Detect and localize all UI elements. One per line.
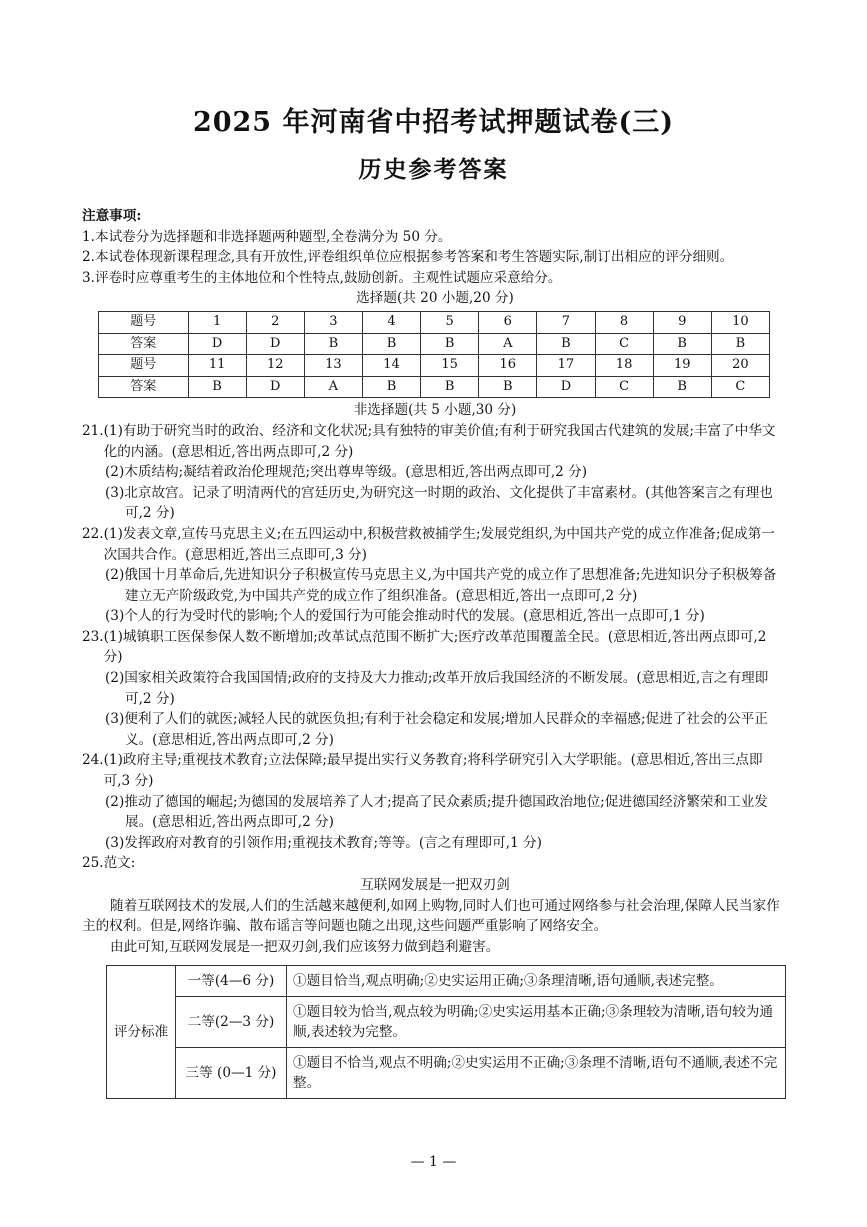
- row-label: 题号: [99, 311, 189, 333]
- answer-cell: A: [304, 376, 362, 398]
- question-number: 21.: [82, 422, 104, 439]
- page-number: — 1 —: [410, 1154, 457, 1170]
- answer-cell: D: [246, 333, 304, 355]
- page-subtitle: 历史参考答案: [358, 156, 509, 183]
- answer-cell: B: [188, 376, 246, 398]
- essay-title: 互联网发展是一把双刃剑: [360, 877, 510, 893]
- scoring-label: 评分标准: [107, 966, 176, 1099]
- answer-cell: B: [711, 333, 769, 355]
- question-number: 9: [653, 311, 711, 333]
- question-number: 22.: [82, 525, 104, 542]
- table-row: [99, 376, 770, 398]
- row-label: 题号: [99, 355, 189, 377]
- note-item-2: 2.本试卷体现新课程理念,具有开放性,评卷组织单位应根据参考答案和考生答题实际,制订出相应的评分细则。: [82, 249, 734, 266]
- answer-part-2: (2)木质结构;凝结着政治伦理规范;突出尊卑等级。(意思相近,答出两点即可,2 分): [105, 464, 588, 481]
- answer-part-1: (1)有助于研究当时的政治、经济和文化状况;具有独特的审美价值;有利于研究我国古代建筑的发展;丰富了中华文化的内涵。(意思相近,答出两点即可,2 分): [103, 422, 776, 460]
- grade-level: 一等(4—6 分): [176, 966, 287, 997]
- question-21: [82, 421, 788, 524]
- question-number: 24.: [82, 752, 104, 769]
- table-row: [99, 311, 770, 333]
- answer-cell: B: [362, 333, 420, 355]
- answer-cell: B: [537, 333, 595, 355]
- grade-level: 二等(2—3 分): [176, 997, 287, 1048]
- answer-cell: A: [479, 333, 537, 355]
- question-number: 19: [653, 355, 711, 377]
- question-24: [82, 750, 788, 853]
- answer-cell: B: [479, 376, 537, 398]
- answer-part-1: (1)发表文章,宣传马克思主义;在五四运动中,积极营救被捕学生;发展党组织,为中国共产党的成立作准备;促成第一次国共合作。(意思相近,答出三点即可,3 分): [103, 525, 775, 563]
- question-number: 3: [304, 311, 362, 333]
- answer-cell: B: [653, 376, 711, 398]
- scoring-criteria-table: [106, 965, 786, 1099]
- question-number: 16: [479, 355, 537, 377]
- answer-cell: C: [711, 376, 769, 398]
- page-title: 2025 年河南省中招考试押题试卷(三): [192, 107, 675, 138]
- document-body: [82, 206, 788, 1099]
- question-number: 25.: [82, 855, 104, 872]
- answer-part-3: (3)发挥政府对教育的引领作用;重视技术教育;等等。(言之有理即可,1 分): [105, 834, 542, 851]
- answer-cell: B: [362, 376, 420, 398]
- answer-part-1: (1)城镇职工医保参保人数不断增加;改革试点范围不断扩大;医疗改革范围覆盖全民。(意思相近,答出两点即可,2 分): [103, 628, 767, 666]
- answer-part-2: (2)国家相关政策符合我国国情;政府的支持及大力推动;改革开放后我国经济的不断发展。(意思相近,言之有理即可,2 分): [105, 670, 769, 707]
- answer-part-3: (3)北京故宫。记录了明清两代的宫廷历史,为研究这一时期的政治、文化提供了丰富素材。(其他答案言之有理也可,2 分): [105, 484, 773, 522]
- question-number: 20: [711, 355, 769, 377]
- row-label: 答案: [99, 333, 189, 355]
- question-number: 6: [479, 311, 537, 333]
- answer-cell: D: [537, 376, 595, 398]
- answer-part-3: (3)个人的行为受时代的影响;个人的爱国行为可能会推动时代的发展。(意思相近,答出一点即可,1 分): [105, 608, 705, 625]
- essay-paragraph-2: 由此可知,互联网发展是一把双刃剑,我们应该努力做到趋利避害。: [110, 938, 500, 955]
- grade-description: ①题目不恰当,观点不明确;②史实运用不正确;③条理不清晰,语句不通顺,表述不完整。: [287, 1048, 786, 1099]
- question-number: 14: [362, 355, 420, 377]
- question-number: 13: [304, 355, 362, 377]
- note-item-1: 1.本试卷分为选择题和非选择题两种题型,全卷满分为 50 分。: [82, 228, 452, 245]
- answer-part-2: (2)推动了德国的崛起;为德国的发展培养了人才;提高了民众素质;提升德国政治地位;促进德国经济繁荣和工业发展。(意思相近,答出两点即可,2 分): [105, 793, 768, 831]
- answer-cell: B: [653, 333, 711, 355]
- table-row: [99, 355, 770, 377]
- mc-answer-table: [98, 311, 770, 398]
- nonmc-heading: 非选择题(共 5 小题,30 分): [353, 402, 517, 419]
- question-number: 12: [246, 355, 304, 377]
- question-number: 1: [188, 311, 246, 333]
- question-22: [82, 524, 788, 627]
- answer-cell: D: [188, 333, 246, 355]
- mc-heading: 选择题(共 20 小题,20 分): [356, 290, 514, 307]
- answer-cell: B: [304, 333, 362, 355]
- answer-cell: D: [246, 376, 304, 398]
- question-number: 23.: [82, 628, 104, 645]
- grade-description: ①题目较为恰当,观点较为明确;②史实运用基本正确;③条理较为清晰,语句较为通顺,表述较为完整。: [287, 997, 786, 1048]
- question-number: 2: [246, 311, 304, 333]
- question-number: 7: [537, 311, 595, 333]
- table-row: [107, 966, 786, 997]
- grade-description: ①题目恰当,观点明确;②史实运用正确;③条理清晰,语句通顺,表述完整。: [287, 966, 786, 997]
- answer-cell: B: [421, 333, 479, 355]
- question-number: 4: [362, 311, 420, 333]
- question-number: 8: [595, 311, 653, 333]
- answer-part-1: (1)政府主导;重视技术教育;立法保障;最早提出实行义务教育;将科学研究引入大学职能。(意思相近,答出三点即可,3 分): [103, 752, 763, 790]
- question-number: 15: [421, 355, 479, 377]
- grade-level: 三等 (0—1 分): [176, 1048, 287, 1099]
- note-item-3: 3.评卷时应尊重考生的主体地位和个性特点,鼓励创新。主观性试题应采意给分。: [82, 269, 562, 286]
- question-number: 11: [188, 355, 246, 377]
- table-row: [99, 333, 770, 355]
- table-row: [107, 1048, 786, 1099]
- answer-cell: C: [595, 333, 653, 355]
- question-number: 5: [421, 311, 479, 333]
- answer-part-2: (2)俄国十月革命后,先进知识分子积极宣传马克思主义,为中国共产党的成立作了思想准备;先进知识分子积极筹备建立无产阶级政党,为中国共产党的成立作了组织准备。(意思相近,答出一点即可,2 分): [105, 567, 777, 604]
- question-number: 10: [711, 311, 769, 333]
- answer-part-3: (3)便利了人们的就医;减轻人民的就医负担;有利于社会稳定和发展;增加人民群众的幸福感;促进了社会的公平正义。(意思相近,答出两点即可,2 分): [105, 711, 768, 748]
- sample-essay-label: 范文:: [103, 855, 136, 872]
- row-label: 答案: [99, 376, 189, 398]
- answer-cell: C: [595, 376, 653, 398]
- question-23: [82, 627, 788, 751]
- notes-heading: 注意事项:: [82, 208, 142, 224]
- question-25: [82, 853, 788, 957]
- question-number: 17: [537, 355, 595, 377]
- answer-cell: B: [421, 376, 479, 398]
- table-row: [107, 997, 786, 1048]
- essay-paragraph-1: 随着互联网技术的发展,人们的生活越来越便利,如网上购物,同时人们也可通过网络参与社会治理,保障人民当家作主的权利。但是,网络诈骗、散布谣言等问题也随之出现,这些问题严重影响了网络安全。: [82, 897, 780, 935]
- question-number: 18: [595, 355, 653, 377]
